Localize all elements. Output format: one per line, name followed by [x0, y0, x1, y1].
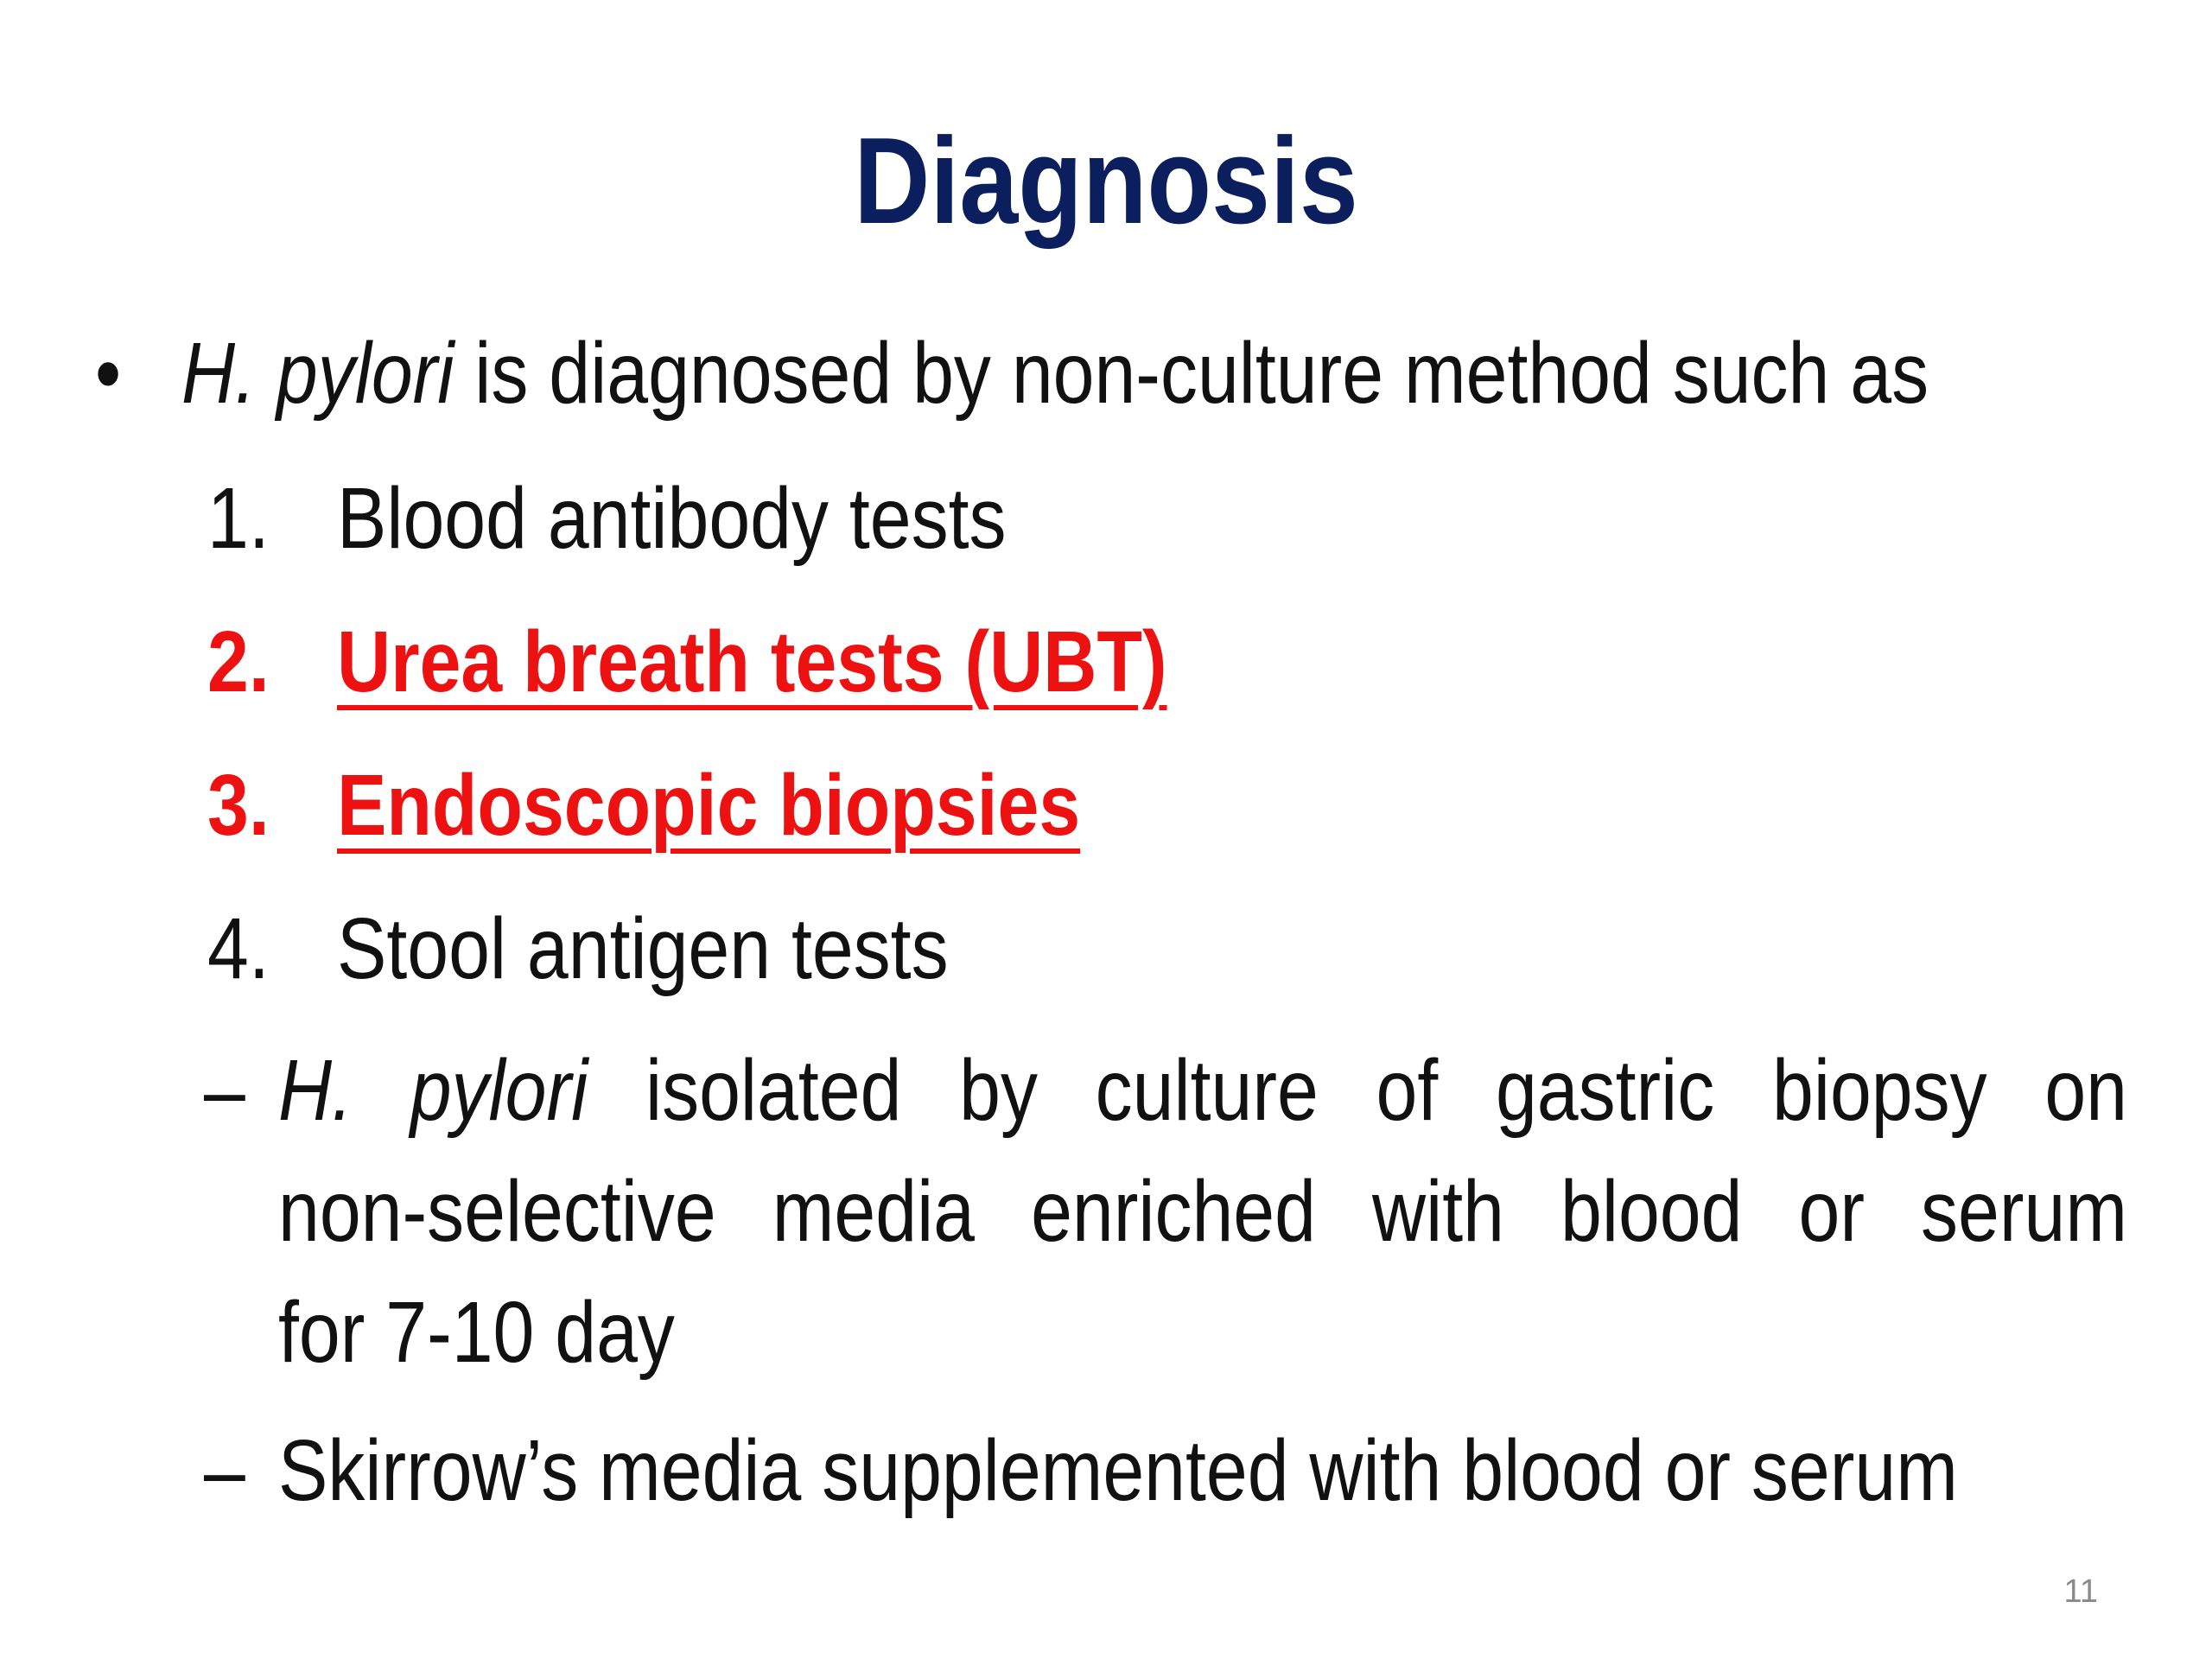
method-2-label: Urea breath tests (UBT)	[337, 613, 1167, 710]
method-4-number: 4.	[207, 900, 270, 997]
method-4-label: Stool antigen tests	[337, 900, 949, 997]
page-number: 11	[2063, 1573, 2098, 1610]
note-1-dash: –	[204, 1042, 245, 1139]
method-1-label: Blood antibody tests	[337, 470, 1007, 567]
method-2-number: 2.	[207, 613, 270, 710]
method-3-label: Endoscopic biopsies	[337, 757, 1081, 854]
slide-title: Diagnosis	[854, 112, 1358, 250]
note-1-row-2: non-selective media enriched with blood or serum	[278, 1163, 2127, 1260]
organism-name: H. pylori	[181, 325, 454, 422]
organism-name: H. pylori	[278, 1042, 588, 1139]
note-2-dash: –	[204, 1422, 245, 1519]
note-1-row-3: for 7-10 day	[278, 1284, 675, 1381]
method-3-number: 3.	[207, 757, 270, 854]
intro-bullet-line	[95, 321, 121, 425]
note-2-text: Skirrow’s media supplemented with blood or serum	[278, 1422, 1958, 1519]
method-1-number: 1.	[207, 470, 270, 567]
note-1-paragraph	[278, 1030, 2127, 1393]
intro-text	[181, 321, 1929, 425]
intro-rest: is diagnosed by non-culture method such as	[454, 325, 1929, 422]
note-1-row-1	[278, 1030, 2127, 1151]
note-1-row-1-rest: isolated by culture of gastric biopsy on	[588, 1042, 2127, 1139]
bullet-icon: •	[95, 325, 122, 422]
